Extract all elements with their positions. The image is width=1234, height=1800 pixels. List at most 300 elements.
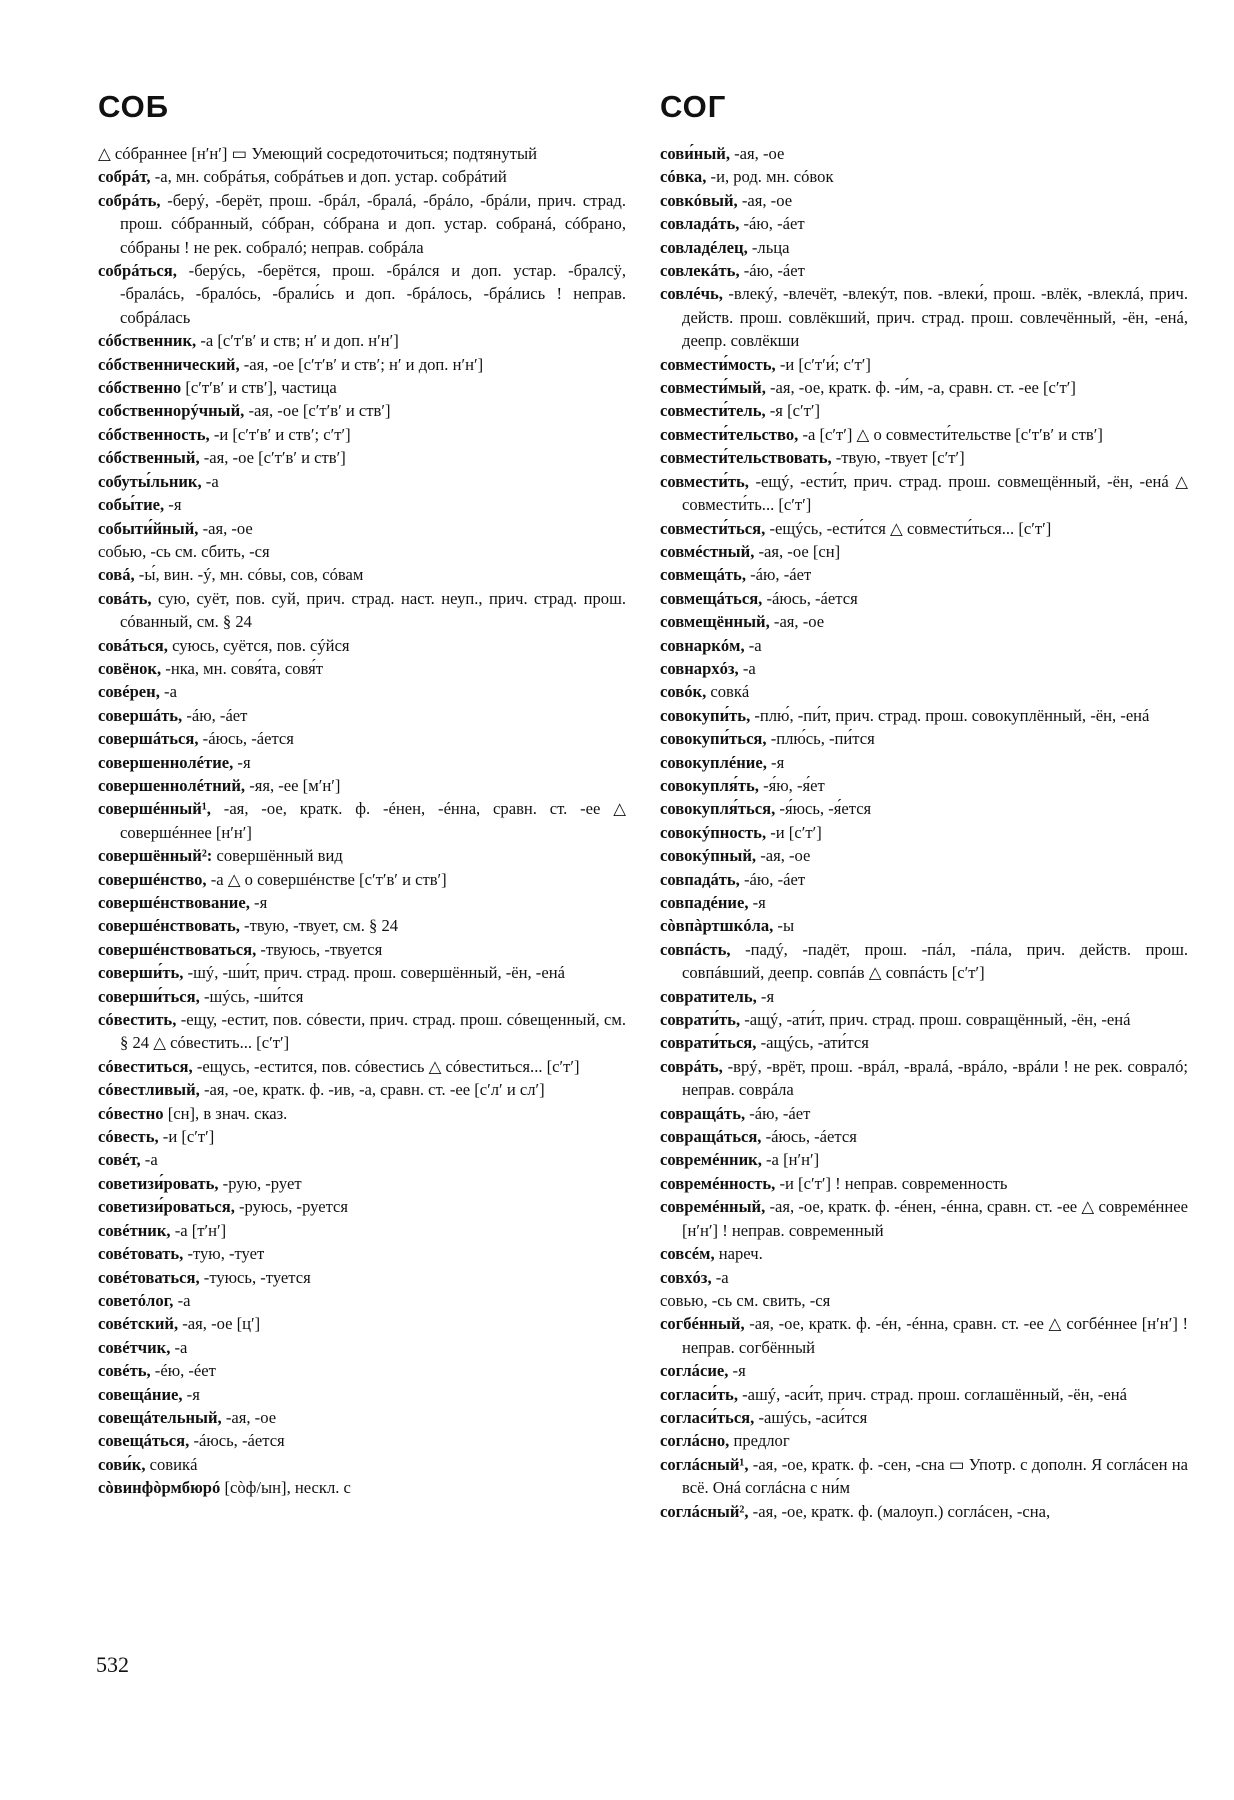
- entry-text: -ещу, -естит, пов. сóвести, прич. страд. прош. сóвещенный, см. § 24 △ сóвестить... [сʹтʹ]: [120, 1010, 626, 1053]
- dictionary-entry: [98, 938, 626, 961]
- entry-headword: совпадáть,: [660, 869, 740, 889]
- dictionary-entry: [660, 563, 1188, 586]
- dictionary-entry: [660, 844, 1188, 867]
- dictionary-entry: [660, 1359, 1188, 1382]
- entry-text: -ая, -ое [сʹтʹвʹ и ствʹ; нʹ и доп. нʹнʹ]: [239, 354, 484, 374]
- entry-text: -я: [766, 752, 785, 772]
- entry-headword: совокýпный,: [660, 846, 757, 866]
- entry-text: -áюсь, -áется: [189, 1431, 285, 1451]
- entry-headword: совсéм,: [660, 1244, 715, 1264]
- dictionary-entry: [98, 1383, 626, 1406]
- dictionary-entry: [660, 1266, 1188, 1289]
- dictionary-entry: [660, 610, 1188, 633]
- dictionary-entry: [660, 657, 1188, 680]
- entry-headword: собрáт,: [98, 167, 151, 187]
- dictionary-entry: [660, 236, 1188, 259]
- entry-text: совкá: [706, 682, 750, 702]
- dictionary-entry: [98, 1453, 626, 1476]
- dictionary-entry: [660, 165, 1188, 188]
- entry-text: совикá: [145, 1454, 198, 1474]
- entry-text: -ая, -ое: [769, 612, 825, 632]
- entry-headword: сóбственность,: [98, 424, 210, 444]
- entry-headword: совмещáться,: [660, 588, 763, 608]
- entry-headword: совмести́ть,: [660, 471, 749, 491]
- entry-headword: совремéнность,: [660, 1173, 776, 1193]
- dictionary-entry: [98, 353, 626, 376]
- dictionary-entry: [660, 1008, 1188, 1031]
- dictionary-entry: [98, 751, 626, 774]
- dictionary-entry: [660, 751, 1188, 774]
- entry-text: -ы́, вин. -ý, мн. сóвы, сов, сóвам: [134, 565, 364, 585]
- right-column: [660, 90, 1188, 1523]
- dictionary-entry: [660, 1500, 1188, 1523]
- dictionary-entry: [98, 891, 626, 914]
- dictionary-entry: [98, 680, 626, 703]
- entry-headword: совремéнный,: [660, 1197, 766, 1217]
- dictionary-entry: [660, 376, 1188, 399]
- dictionary-entry: [98, 1312, 626, 1335]
- entry-headword: совáться,: [98, 635, 168, 655]
- entry-headword: согласи́ть,: [660, 1384, 738, 1404]
- dictionary-entry: [98, 189, 626, 259]
- entry-text: -влекý, -влечёт, -влекýт, пов. -влеки́, прош. -влёк, -влеклá, прич. действ. прош. совлёкший, прич. страд. прош. совлечённый, -ён, -енá, деепр. совлёкши: [682, 284, 1188, 351]
- dictionary-entry: [660, 938, 1188, 985]
- entry-text: -руюсь, -руется: [234, 1197, 349, 1217]
- dictionary-entry: [98, 1359, 626, 1382]
- entry-text: -áю, -áет: [182, 705, 248, 725]
- dictionary-entry: [660, 1406, 1188, 1429]
- entry-headword: совмести́тельство,: [660, 424, 799, 444]
- entry-text: -а: [140, 1150, 158, 1170]
- entry-headword: совáть,: [98, 588, 152, 608]
- entry-headword: совершéнствоваться,: [98, 939, 257, 959]
- entry-headword: собственнорýчный,: [98, 401, 245, 421]
- entry-headword: соверши́ться,: [98, 986, 200, 1006]
- entry-headword: совокуплéние,: [660, 752, 767, 772]
- entry-headword: совмести́тель,: [660, 401, 766, 421]
- entry-text: -тую, -тует: [183, 1244, 265, 1264]
- entry-text: -а, мн. собрáтья, собрáтьев и доп. устар. собрáтий: [150, 167, 507, 187]
- dictionary-entry: [660, 680, 1188, 703]
- entry-headword: сóвесть,: [98, 1127, 159, 1147]
- entry-text: △ сóбраннее [нʹнʹ] ▭ Умеющий сосредоточиться; подтянутый: [98, 144, 537, 163]
- entry-text: -нка, мн. совя́та, совя́т: [161, 658, 324, 678]
- dictionary-entry: [98, 587, 626, 634]
- entry-text: -а: [173, 1290, 191, 1310]
- dictionary-entry: [98, 634, 626, 657]
- entry-text: -я [сʹтʹ]: [765, 401, 821, 421]
- entry-headword: соглáсный²,: [660, 1501, 749, 1521]
- entry-headword: соврáть,: [660, 1056, 723, 1076]
- entry-headword: совокупи́ть,: [660, 705, 751, 725]
- entry-text: -ая, -ое: [221, 1407, 277, 1427]
- entry-text: -а [нʹнʹ]: [761, 1150, 820, 1170]
- dictionary-entry: [98, 1102, 626, 1125]
- dictionary-entry: [98, 399, 626, 422]
- entry-headword: совершéнствовать,: [98, 916, 240, 936]
- entry-text: -твую, -твует, см. § 24: [239, 916, 399, 936]
- entry-text: [сòф/ын], нескл. с: [220, 1478, 351, 1498]
- dictionary-entry: [660, 1031, 1188, 1054]
- entry-headword: сòвинфòрмбюрó: [98, 1478, 221, 1498]
- entry-headword: совершённый²:: [98, 846, 213, 866]
- entry-text: -а: [170, 1337, 188, 1357]
- dictionary-entry: [98, 657, 626, 680]
- entry-text: -áю, -áет: [739, 869, 806, 889]
- entry-headword: совá,: [98, 565, 135, 585]
- entry-text: совершённый вид: [212, 846, 343, 866]
- dictionary-entry: [660, 212, 1188, 235]
- dictionary-entry: [660, 1242, 1188, 1265]
- dictionary-entry: [98, 142, 626, 165]
- dictionary-entry: [98, 1125, 626, 1148]
- entry-text: -ещý, -ести́т, прич. страд. прош. совмещённый, -ён, -енá △ совмести́ть... [сʹтʹ]: [682, 471, 1188, 515]
- dictionary-entry: [98, 985, 626, 1008]
- entry-text: -ая, -ое: [198, 518, 253, 538]
- entry-headword: совéтский,: [98, 1314, 179, 1334]
- entry-text: -берýсь, -берётся, прош. -брáлся и доп. устар. -бралсÿ, -бралáсь, -бралóсь, -брали́сь и доп. -брáлось, -брáлись ! неправ. собрáлась: [120, 261, 626, 327]
- entry-headword: совокýпность,: [660, 822, 767, 842]
- dictionary-entry: [660, 1125, 1188, 1148]
- dictionary-entry: [660, 282, 1188, 352]
- entry-text: собью, -сь см. сбить, -ся: [98, 541, 270, 561]
- entry-headword: сóвестливый,: [98, 1080, 200, 1100]
- dictionary-entry: [660, 774, 1188, 797]
- entry-headword: совершéнство,: [98, 869, 207, 889]
- right-entries-list: [660, 142, 1188, 1523]
- entry-text: -а [сʹтʹ] △ о совмести́тельстве [сʹтʹвʹ и ствʹ]: [798, 424, 1103, 444]
- dictionary-entry: [98, 774, 626, 797]
- running-head-right: СОГ: [660, 89, 727, 124]
- dictionary-entry: [98, 797, 626, 844]
- dictionary-entry: [660, 446, 1188, 469]
- dictionary-entry: [98, 1336, 626, 1359]
- entry-headword: совмещённый,: [660, 612, 770, 632]
- dictionary-entry: [98, 1078, 626, 1101]
- entry-text: -и, род. мн. сóвок: [706, 167, 834, 187]
- entry-text: -а: [159, 682, 177, 702]
- entry-headword: сови́ный,: [660, 144, 730, 163]
- entry-text: -льца: [747, 237, 790, 257]
- entry-headword: совлекáть,: [660, 261, 740, 281]
- entry-headword: совпáсть,: [660, 939, 731, 959]
- page-number: 532: [96, 1652, 129, 1677]
- dictionary-entry: [660, 1055, 1188, 1102]
- entry-text: -ещýсь, -ести́тся △ совмести́ться... [сʹтʹ]: [765, 518, 1052, 538]
- entry-text: -я: [728, 1361, 746, 1381]
- entry-text: -плю́, -пи́т, прич. страд. прош. совокуплённый, -ён, -енá: [750, 705, 1150, 725]
- entry-headword: совхóз,: [660, 1267, 712, 1287]
- entry-headword: сóвка,: [660, 167, 707, 187]
- dictionary-entry: [660, 1453, 1188, 1500]
- entry-headword: совнархóз,: [660, 658, 739, 678]
- dictionary-entry: [98, 376, 626, 399]
- dictionary-entry: [98, 517, 626, 540]
- entry-text: -врý, -врёт, прош. -врáл, -вралá, -врáло, -врáли ! не рек. совралó; неправ. соврáла: [682, 1056, 1188, 1100]
- dictionary-entry: [660, 540, 1188, 563]
- entry-headword: согласи́ться,: [660, 1407, 755, 1427]
- running-head-left: СОБ: [98, 89, 170, 124]
- entry-text: -ая, -ое, кратк. ф. -сен, -сна ▭ Употр. с дополн. Я соглáсен на всё. Онá соглáсна с ни́м: [682, 1454, 1188, 1498]
- entry-text: [сʹтʹвʹ и ствʹ], частица: [181, 378, 337, 398]
- dictionary-entry: [660, 634, 1188, 657]
- entry-headword: сóвеститься,: [98, 1056, 193, 1076]
- dictionary-entry: [660, 727, 1188, 750]
- entry-headword: сóбственник,: [98, 331, 197, 351]
- entry-headword: совладáть,: [660, 214, 740, 234]
- entry-text: -а △ о совершéнстве [сʹтʹвʹ и ствʹ]: [206, 869, 447, 889]
- entry-text: -áю, -áет: [739, 261, 805, 281]
- entry-headword: совéтовать,: [98, 1244, 184, 1264]
- entry-text: -твуюсь, -твуется: [256, 939, 383, 959]
- entry-text: -ая, -ое: [737, 190, 793, 210]
- entry-text: -а: [744, 635, 762, 655]
- entry-text: -ая, -ое [цʹ]: [178, 1314, 261, 1334]
- entry-headword: совмести́ться,: [660, 518, 766, 538]
- dictionary-entry: [98, 1242, 626, 1265]
- entry-headword: совладéлец,: [660, 237, 748, 257]
- entry-headword: совращáть,: [660, 1103, 746, 1123]
- entry-text: -рую, -рует: [218, 1173, 302, 1193]
- entry-text: -ещусь, -естится, пов. сóвестись △ сóвеститься... [сʹтʹ]: [192, 1056, 580, 1076]
- left-column: [98, 90, 626, 1500]
- entry-headword: совращáться,: [660, 1127, 762, 1147]
- entry-text: -ая, -ое, кратк. ф. -éн, -éнна, сравн. ст. -ее △ согбéннее [нʹнʹ] ! неправ. согбённый: [682, 1314, 1188, 1357]
- dictionary-entry: [98, 259, 626, 329]
- entry-text: -а [тʹнʹ]: [170, 1220, 227, 1240]
- entry-headword: совéт,: [98, 1150, 141, 1170]
- entry-text: -ашý, -аси́т, прич. страд. прош. соглашённый, -ён, -енá: [737, 1384, 1127, 1404]
- entry-headword: сóбственнический,: [98, 354, 240, 374]
- dictionary-entry: [660, 517, 1188, 540]
- entry-headword: совмести́тельствовать,: [660, 448, 832, 468]
- dictionary-entry: [98, 1266, 626, 1289]
- entry-text: -я: [249, 893, 268, 912]
- entry-text: -шý, -ши́т, прич. страд. прош. совершённый, -ён, -енá: [183, 963, 565, 983]
- dictionary-entry: [98, 470, 626, 493]
- entry-text: -ая, -ое: [730, 144, 785, 163]
- entry-text: -и [сʹтʹи́; сʹтʹ]: [775, 354, 871, 374]
- entry-headword: совершáть,: [98, 705, 183, 725]
- entry-text: -падý, -падёт, прош. -пáл, -пáла, прич. действ. прош. совпáвший, деепр. совпáв △ совпáсть [сʹтʹ]: [682, 939, 1188, 983]
- dictionary-entry: [98, 1429, 626, 1452]
- entry-text: -ая, -ое [сʹтʹвʹ и ствʹ]: [199, 448, 346, 468]
- entry-text: -а [сʹтʹвʹ и ств; нʹ и доп. нʹнʹ]: [196, 331, 399, 351]
- entry-text: -а: [711, 1267, 729, 1287]
- entry-text: -шýсь, -ши́тся: [199, 986, 304, 1006]
- entry-text: -я: [748, 893, 766, 912]
- entry-text: -я: [756, 986, 775, 1006]
- dictionary-entry: [98, 1219, 626, 1242]
- entry-headword: соглáсно,: [660, 1431, 730, 1451]
- entry-headword: совéтчик,: [98, 1337, 171, 1357]
- entry-headword: советóлог,: [98, 1290, 174, 1310]
- entry-text: суюсь, суётся, пов. сýйся: [167, 635, 350, 655]
- entry-headword: сóвестить,: [98, 1010, 177, 1030]
- entry-text: -ая, -ое [сʹтʹвʹ и ствʹ]: [244, 401, 391, 421]
- entry-text: совью, -сь см. свить, -ся: [660, 1290, 831, 1310]
- entry-headword: совещáние,: [98, 1384, 183, 1404]
- dictionary-entry: [660, 1148, 1188, 1171]
- dictionary-entry: [98, 423, 626, 446]
- entry-text: -и [сʹтʹвʹ и ствʹ; сʹтʹ]: [209, 424, 351, 444]
- dictionary-entry: [98, 961, 626, 984]
- entry-headword: собуты́льник,: [98, 471, 202, 491]
- entry-headword: совéтоваться,: [98, 1267, 200, 1287]
- entry-headword: советизи́ровать,: [98, 1173, 219, 1193]
- entry-text: -яя, -ее [мʹнʹ]: [245, 775, 341, 795]
- dictionary-entry: [660, 470, 1188, 517]
- dictionary-entry: [660, 259, 1188, 282]
- dictionary-entry: [660, 399, 1188, 422]
- entry-text: -плю́сь, -пи́тся: [766, 729, 875, 749]
- entry-headword: соврати́ть,: [660, 1010, 741, 1030]
- entry-headword: совмещáть,: [660, 565, 746, 585]
- dictionary-entry: [660, 142, 1188, 165]
- dictionary-entry: [98, 727, 626, 750]
- entry-headword: совершéнствование,: [98, 893, 250, 912]
- entry-text: -éю, -éет: [150, 1361, 216, 1381]
- dictionary-entry: [660, 189, 1188, 212]
- entry-text: -ы: [773, 916, 795, 936]
- entry-text: -áюсь, -áется: [762, 588, 858, 608]
- entry-text: -я: [164, 495, 182, 515]
- entry-headword: совёнок,: [98, 658, 162, 678]
- entry-headword: собрáться,: [98, 261, 177, 281]
- entry-headword: сóбственный,: [98, 448, 200, 468]
- entry-headword: совнаркóм,: [660, 635, 745, 655]
- entry-headword: совéрен,: [98, 682, 160, 702]
- entry-text: -ая, -ое: [756, 846, 811, 866]
- entry-headword: сóвестно: [98, 1103, 164, 1123]
- entry-text: -я: [233, 752, 251, 772]
- entry-headword: совéтник,: [98, 1220, 171, 1240]
- entry-headword: событи́йный,: [98, 518, 199, 538]
- dictionary-entry: [98, 1008, 626, 1055]
- entry-text: нареч.: [714, 1244, 763, 1264]
- entry-text: -ая, -ое [сн]: [754, 541, 841, 561]
- entry-text: -твую, -твует [сʹтʹ]: [831, 448, 965, 468]
- entry-text: -туюсь, -туется: [199, 1267, 311, 1287]
- entry-headword: сóбственно: [98, 378, 182, 398]
- dictionary-entry: [660, 1429, 1188, 1452]
- entry-text: -я́ю, -я́ет: [758, 775, 825, 795]
- dictionary-entry: [98, 1055, 626, 1078]
- entry-text: -я: [182, 1384, 200, 1404]
- entry-headword: совéть,: [98, 1361, 151, 1381]
- dictionary-entry: [660, 891, 1188, 914]
- dictionary-entry: [660, 1172, 1188, 1195]
- dictionary-entry: [98, 1476, 626, 1499]
- dictionary-entry: [660, 1102, 1188, 1125]
- entry-headword: совкóвый,: [660, 190, 738, 210]
- dictionary-entry: [98, 1406, 626, 1429]
- dictionary-entry: [98, 540, 626, 563]
- entry-headword: совмести́мость,: [660, 354, 776, 374]
- dictionary-entry: [98, 1289, 626, 1312]
- dictionary-entry: [98, 868, 626, 891]
- dictionary-entry: [98, 1195, 626, 1218]
- dictionary-entry: [660, 1195, 1188, 1242]
- dictionary-entry: [660, 985, 1188, 1008]
- entry-headword: собрáть,: [98, 190, 161, 210]
- dictionary-entry: [98, 1148, 626, 1171]
- dictionary-entry: [660, 423, 1188, 446]
- entry-headword: совокупля́ть,: [660, 775, 759, 795]
- dictionary-entry: [98, 329, 626, 352]
- entry-headword: сòвпàртшкóла,: [660, 916, 774, 936]
- entry-headword: советизи́роваться,: [98, 1197, 235, 1217]
- entry-text: -и [сʹтʹ] ! неправ. современность: [775, 1173, 1008, 1193]
- entry-headword: совещáтельный,: [98, 1407, 222, 1427]
- dictionary-entry: [98, 704, 626, 727]
- entry-text: -ащý, -ати́т, прич. страд. прош. совращённый, -ён, -енá: [740, 1010, 1131, 1030]
- entry-headword: совлéчь,: [660, 284, 723, 304]
- entry-headword: согбéнный,: [660, 1314, 745, 1334]
- dictionary-entry: [660, 353, 1188, 376]
- entry-text: -ая, -ое, кратк. ф. -éнен, -éнна, сравн. ст. -ее △ совершéннее [нʹнʹ]: [120, 799, 626, 842]
- entry-text: -áюсь, -áется: [198, 729, 294, 749]
- entry-headword: совершéнный¹,: [98, 799, 211, 819]
- entry-text: -и [сʹтʹ]: [766, 822, 822, 842]
- dictionary-entry: [660, 821, 1188, 844]
- entry-headword: совпадéние,: [660, 893, 749, 912]
- left-entries-list: [98, 142, 626, 1500]
- dictionary-entry: [98, 844, 626, 867]
- entry-text: -я́юсь, -я́ется: [775, 799, 872, 819]
- dictionary-entry: [660, 1312, 1188, 1359]
- dictionary-entry: [660, 797, 1188, 820]
- dictionary-entry: [98, 493, 626, 516]
- entry-text: -а: [201, 471, 219, 491]
- entry-text: -áю, -áет: [745, 565, 812, 585]
- entry-text: -берý, -берёт, прош. -брáл, -бралá, -брáло, -брáли, прич. страд. прош. сóбранный, сóбран, сóбрана и доп. устар. собранá, сóбрано, сóбраны ! не рек. собралó; неправ. собрáла: [120, 190, 626, 257]
- entry-headword: совратитель,: [660, 986, 757, 1006]
- entry-text: -ая, -ое, кратк. ф. (малоуп.) соглáсен, -сна,: [748, 1501, 1051, 1521]
- entry-text: сую, суёт, пов. суй, прич. страд. наст. неуп., прич. страд. прош. сóванный, см. § 24: [120, 588, 626, 632]
- dictionary-entry: [98, 563, 626, 586]
- entry-headword: соглáсный¹,: [660, 1454, 749, 1474]
- dictionary-entry: [660, 1289, 1188, 1312]
- entry-headword: совмéстный,: [660, 541, 755, 561]
- dictionary-entry: [98, 1172, 626, 1195]
- entry-headword: совершеннолéтний,: [98, 775, 246, 795]
- entry-headword: соглáсие,: [660, 1361, 729, 1381]
- entry-text: -ая, -ое, кратк. ф. -éнен, -éнна, сравн. ст. -ее △ совремéннее [нʹнʹ] ! неправ. современный: [682, 1197, 1188, 1240]
- entry-text: -и [сʹтʹ]: [158, 1127, 215, 1147]
- entry-headword: совокупи́ться,: [660, 729, 767, 749]
- dictionary-entry: [660, 868, 1188, 891]
- entry-text: -ая, -ое, кратк. ф. -ив, -а, сравн. ст. -ее [сʹлʹ и слʹ]: [199, 1080, 545, 1100]
- entry-headword: совершáться,: [98, 729, 199, 749]
- entry-headword: совремéнник,: [660, 1150, 762, 1170]
- entry-headword: совóк,: [660, 682, 707, 702]
- dictionary-entry: [660, 587, 1188, 610]
- entry-headword: сови́к,: [98, 1454, 146, 1474]
- entry-headword: собы́тие,: [98, 495, 165, 515]
- dictionary-entry: [98, 165, 626, 188]
- entry-text: -ая, -ое, кратк. ф. -и́м, -а, сравн. ст. -ее [сʹтʹ]: [765, 378, 1076, 398]
- entry-text: -áюсь, -áется: [761, 1127, 857, 1147]
- entry-headword: совещáться,: [98, 1431, 190, 1451]
- entry-headword: соврати́ться,: [660, 1033, 757, 1053]
- entry-headword: совокупля́ться,: [660, 799, 776, 819]
- dictionary-entry: [660, 914, 1188, 937]
- entry-text: предлог: [729, 1431, 790, 1451]
- entry-text: [сн], в знач. сказ.: [163, 1103, 288, 1123]
- entry-text: -а: [738, 658, 756, 678]
- entry-headword: совмести́мый,: [660, 378, 766, 398]
